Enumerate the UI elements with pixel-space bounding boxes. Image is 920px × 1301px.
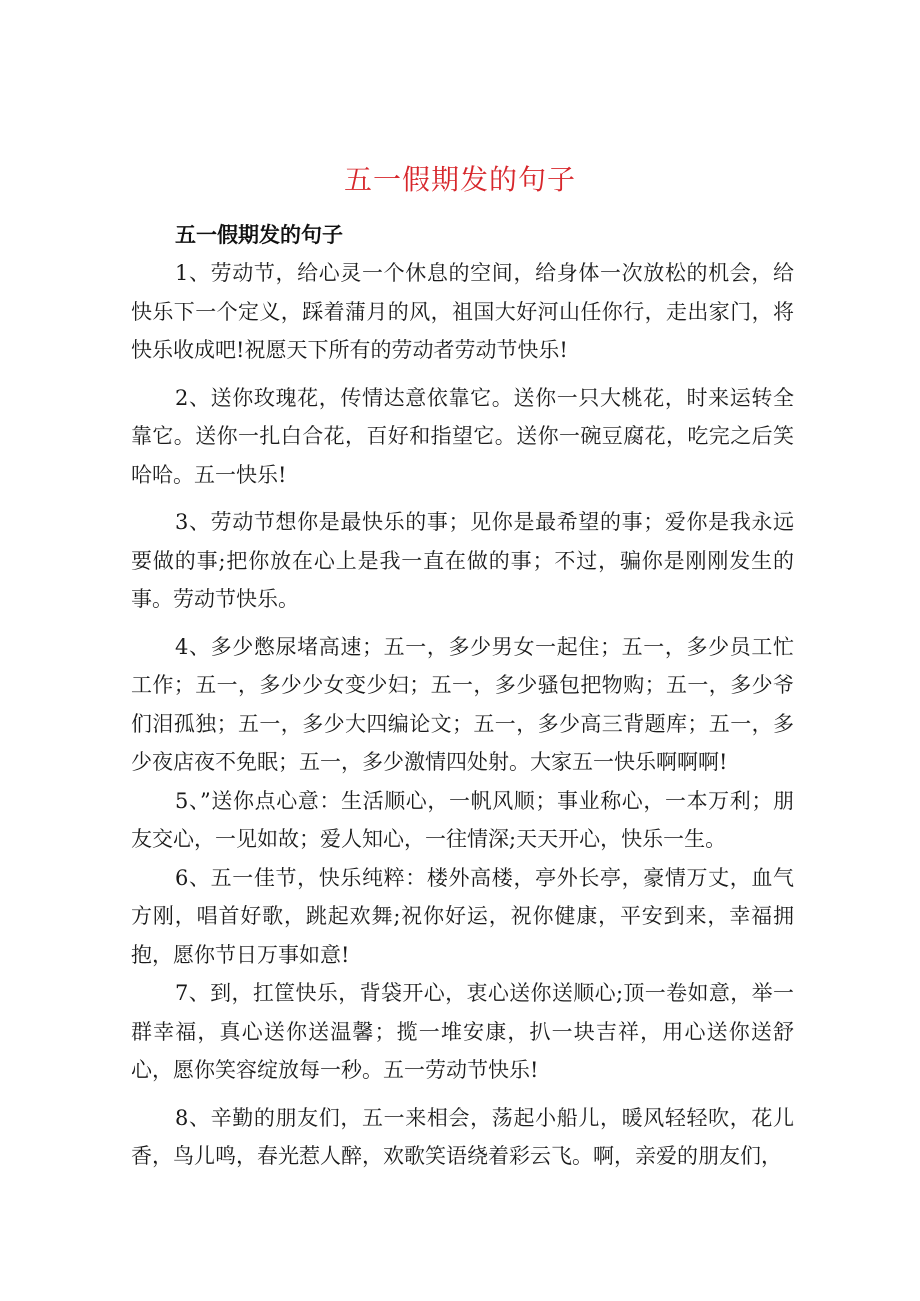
paragraph-6: 6、五一佳节，快乐纯粹：楼外高楼，亭外长亭，豪情万丈，血气方刚，唱首好歌，跳起欢舞;祝你好运，祝你健康，平安到来，幸福拥抱，愿你节日万事如意! bbox=[131, 865, 794, 967]
document-body bbox=[131, 216, 794, 1176]
paragraph-1: 1、劳动节，给心灵一个休息的空间，给身体一次放松的机会，给快乐下一个定义，踩着蒲月的风，祖国大好河山任你行，走出家门，将快乐收成吧!祝愿天下所有的劳动者劳动节快乐! bbox=[131, 261, 794, 362]
document-title: 五一假期发的句子 bbox=[343, 163, 576, 196]
paragraph-5: 5、”送你点心意：生活顺心，一帆风顺；事业称心，一本万利；朋友交心，一见如故；爱人知心，一往情深;天天开心，快乐一生。 bbox=[131, 788, 794, 851]
paragraph-7: 7、到，扛筐快乐，背袋开心，衷心送你送顺心;顶一卷如意，举一群幸福，真心送你送温馨；揽一堆安康，扒一块吉祥，用心送你送舒心，愿你笑容绽放每一秒。五一劳动节快乐! bbox=[131, 981, 794, 1082]
paragraph-3: 3、劳动节想你是最快乐的事；见你是最希望的事；爱你是我永远要做的事;把你放在心上是我一直在做的事；不过，骗你是刚刚发生的事。劳动节快乐。 bbox=[131, 510, 794, 611]
paragraph-2: 2、送你玫瑰花，传情达意依靠它。送你一只大桃花，时来运转全靠它。送你一扎白合花，百好和指望它。送你一碗豆腐花，吃完之后笑哈哈。五一快乐! bbox=[131, 385, 794, 487]
paragraph-4: 4、多少憋尿堵高速；五一，多少男女一起住；五一，多少员工忙工作；五一，多少少女变少妇；五一，多少骚包把物购；五一，多少爷们泪孤独；五一，多少大四编论文；五一，多少高三背题库；五一，多少夜店夜不免眠；五一，多少激情四处射。大家五一快乐啊啊啊! bbox=[131, 634, 794, 774]
section-heading: 五一假期发的句子 bbox=[175, 222, 343, 247]
paragraph-8: 8、辛勤的朋友们，五一来相会，荡起小船儿，暖风轻轻吹，花儿香，鸟儿鸣，春光惹人醉，欢歌笑语绕着彩云飞。啊，亲爱的朋友们， bbox=[131, 1105, 794, 1168]
